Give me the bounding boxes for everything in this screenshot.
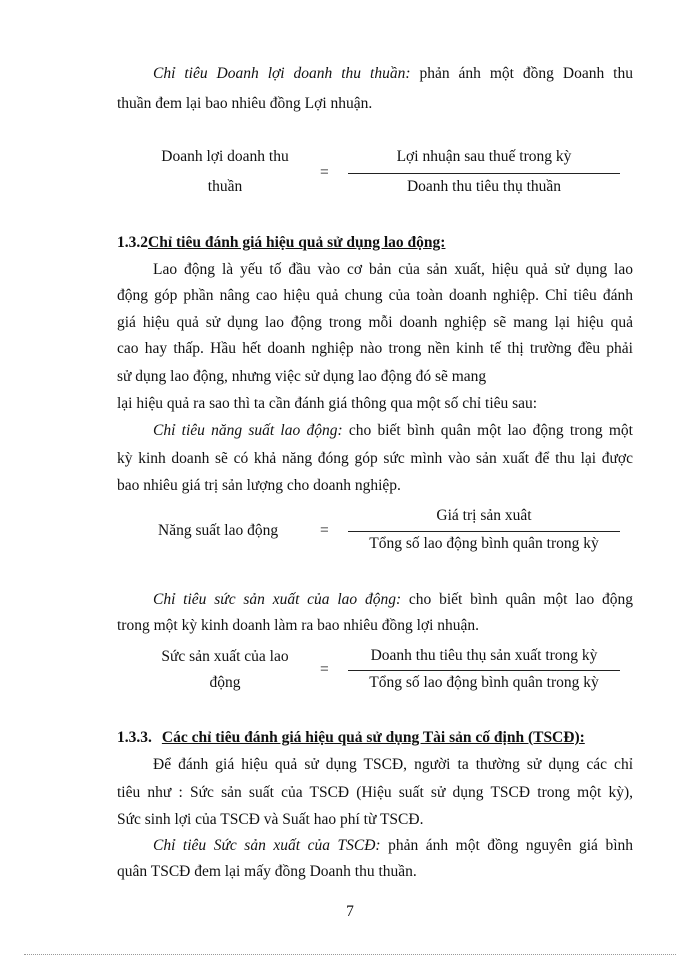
paragraph-line xyxy=(117,260,633,280)
fraction-bar xyxy=(348,531,620,532)
paragraph-line xyxy=(117,64,633,84)
text: phản ánh một đồng Doanh thu xyxy=(410,65,633,82)
paragraph-line xyxy=(117,755,633,775)
paragraph-line: trong một kỳ kinh doanh làm ra bao nhiêu đồng lợi nhuận. xyxy=(117,617,480,634)
formula-denominator: Tổng số lao động bình quân trong kỳ xyxy=(369,674,599,691)
text: Để đánh giá hiệu quả sử dụng TSCĐ, người ta thường sử dụng các chỉ xyxy=(153,756,633,773)
text: phản ánh một đồng nguyên giá bình xyxy=(380,837,634,854)
text: cho biết bình quân một lao động xyxy=(401,591,633,608)
text: cho biết bình quân một lao động trong một xyxy=(342,422,633,439)
paragraph-line xyxy=(117,590,633,610)
section-number: 1.3.3. xyxy=(117,729,152,746)
paragraph-line: Sức sinh lợi của TSCĐ và Suất hao phí từ TSCĐ. xyxy=(117,811,424,828)
text: Lao động là yếu tố đầu vào cơ bản của sản xuất, hiệu quả sử dụng lao xyxy=(153,261,633,278)
section-title: Các chỉ tiêu đánh giá hiệu quả sử dụng Tài sản cố định (TSCĐ): xyxy=(161,729,585,746)
fraction-bar xyxy=(348,173,620,174)
formula-numerator: Lợi nhuận sau thuế trong kỳ xyxy=(396,148,572,165)
formula-left: Doanh lợi doanh thu xyxy=(161,148,289,165)
term-label: Chỉ tiêu Sức sản xuất của TSCĐ: xyxy=(153,837,381,854)
paragraph-line xyxy=(117,836,633,856)
paragraph-line: động góp phần nâng cao hiệu quả chung của toàn doanh nghiệp. Chỉ tiêu đánh xyxy=(117,287,633,304)
formula-numerator: Giá trị sản xuât xyxy=(436,507,532,524)
equals-sign: = xyxy=(320,522,329,539)
equals-sign: = xyxy=(320,164,329,181)
fraction-bar xyxy=(348,670,620,671)
paragraph-line: lại hiệu quả ra sao thì ta cần đánh giá thông qua một số chỉ tiêu sau: xyxy=(117,395,538,412)
paragraph-line: tiêu như : Sức sản suất của TSCĐ (Hiệu suất sử dụng TSCĐ trong một kỳ), xyxy=(117,784,633,801)
paragraph-line: giá hiệu quả sử dụng lao động trong mỗi doanh nghiệp sẽ mang lại hiệu quả xyxy=(117,314,633,331)
section-title: Chỉ tiêu đánh giá hiệu quả sử dụng lao động: xyxy=(148,234,446,251)
paragraph-line: bao nhiêu giá trị sản lượng cho doanh nghiệp. xyxy=(117,477,401,494)
paragraph-line xyxy=(117,421,633,441)
formula-left: động xyxy=(209,674,241,691)
term-label: Chỉ tiêu Doanh lợi doanh thu thuần: xyxy=(153,65,411,82)
formula-left: Năng suất lao động xyxy=(158,522,279,539)
equals-sign: = xyxy=(320,661,329,678)
section-heading xyxy=(117,233,445,253)
page-number: 7 xyxy=(346,903,354,920)
paragraph-line: cao hay thấp. Hầu hết doanh nghiệp nào trong nền kinh tế thị trường đều phải xyxy=(117,340,633,357)
paragraph-line: thuần đem lại bao nhiêu đồng Lợi nhuận. xyxy=(117,95,373,112)
formula-denominator: Tổng số lao động bình quân trong kỳ xyxy=(369,535,599,552)
page-bottom-divider xyxy=(24,954,676,955)
formula-numerator: Doanh thu tiêu thụ sản xuất trong kỳ xyxy=(370,647,598,664)
paragraph-line: sử dụng lao động, nhưng việc sử dụng lao động đó sẽ mang xyxy=(117,368,487,385)
paragraph-line: quân TSCĐ đem lại mấy đồng Doanh thu thuần. xyxy=(117,863,417,880)
formula-left: Sức sản xuất của lao xyxy=(161,648,289,665)
formula-left: thuần xyxy=(207,178,243,195)
formula-denominator: Doanh thu tiêu thụ thuần xyxy=(406,178,562,195)
section-heading xyxy=(117,728,585,748)
term-label: Chỉ tiêu sức sản xuất của lao động: xyxy=(153,591,402,608)
term-label: Chỉ tiêu năng suất lao động: xyxy=(153,422,343,439)
paragraph-line: kỳ kinh doanh sẽ có khả năng đóng góp sức mình vào sản xuất để thu lại được xyxy=(117,450,633,467)
section-number: 1.3.2 xyxy=(117,234,148,251)
